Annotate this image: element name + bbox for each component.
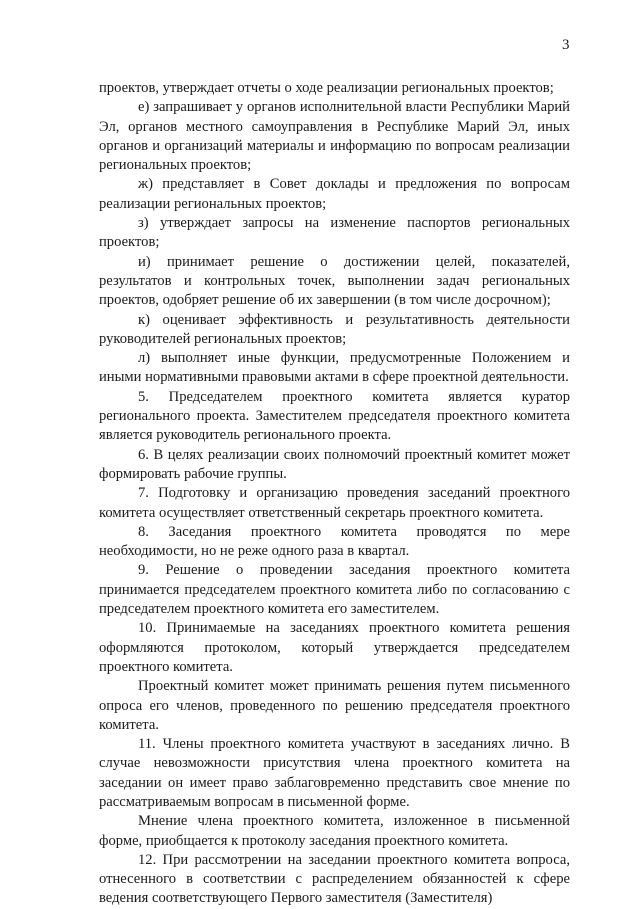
paragraph-item-zh: ж) представляет в Совет доклады и предложения по вопросам реализации региональных проектов; (99, 176, 570, 212)
page-number: 3 (562, 37, 570, 53)
paragraph-item-k: к) оценивает эффективность и результативность деятельности руководителей региональных проектов; (99, 311, 570, 347)
document-body (99, 79, 570, 909)
paragraph-item-e: е) запрашивает у органов исполнительной власти Республики Марий Эл, органов местного самоуправления в Республике Марий Эл, иных органов и организаций материалы и информацию по вопросам реализации региональных проектов; (99, 99, 570, 174)
paragraph-item-i: и) принимает решение о достижении целей, показателей, результатов и контрольных точек, выполнении задач региональных проектов, одобряет решение об их завершении (в том числе досрочном); (99, 253, 570, 309)
paragraph-7: 7. Подготовку и организацию проведения заседаний проектного комитета осуществляет ответственный секретарь проектного комитета. (99, 485, 570, 521)
paragraph-item-z: з) утверждает запросы на изменение паспортов региональных проектов; (99, 215, 570, 251)
paragraph-item-l: л) выполняет иные функции, предусмотренные Положением и иными нормативными правовыми актами в сфере проектной деятельности. (99, 350, 570, 386)
paragraph-5: 5. Председателем проектного комитета является куратор регионального проекта. Заместителем председателя проектного комитета является руководитель регионального проекта. (99, 388, 570, 444)
paragraph-8: 8. Заседания проектного комитета проводятся по мере необходимости, но не реже одного раза в квартал. (99, 523, 570, 560)
paragraph-11-note: Мнение члена проектного комитета, изложенное в письменной форме, приобщается к протоколу заседания проектного комитета. (99, 813, 570, 849)
paragraph-continuation: проектов, утверждает отчеты о ходе реализации региональных проектов; (99, 80, 554, 96)
paragraph-10: 10. Принимаемые на заседаниях проектного комитета решения оформляются протоколом, который утверждается председателем проектного комитета. (99, 620, 570, 675)
paragraph-12: 12. При рассмотрении на заседании проектного комитета вопроса, отнесенного в соответствии с распределением обязанностей к сфере ведения соответствующего Первого заместителя (Заместителя) (99, 851, 570, 907)
paragraph-10-note: Проектный комитет может принимать решения путем письменного опроса его членов, проведенного по решению председателя проектного комитета. (99, 678, 570, 733)
paragraph-9: 9. Решение о проведении заседания проектного комитета принимается председателем проектного комитета либо по согласованию с председателем проектного комитета его заместителем. (99, 562, 570, 618)
paragraph-11: 11. Члены проектного комитета участвуют в заседаниях лично. В случае невозможности присутствия члена проектного комитета на заседании он имеет право заблаговременно представить свое мнение по рассматриваемым вопросам в письменной форме. (99, 736, 570, 810)
paragraph-6: 6. В целях реализации своих полномочий проектный комитет может формировать рабочие группы. (99, 446, 570, 482)
